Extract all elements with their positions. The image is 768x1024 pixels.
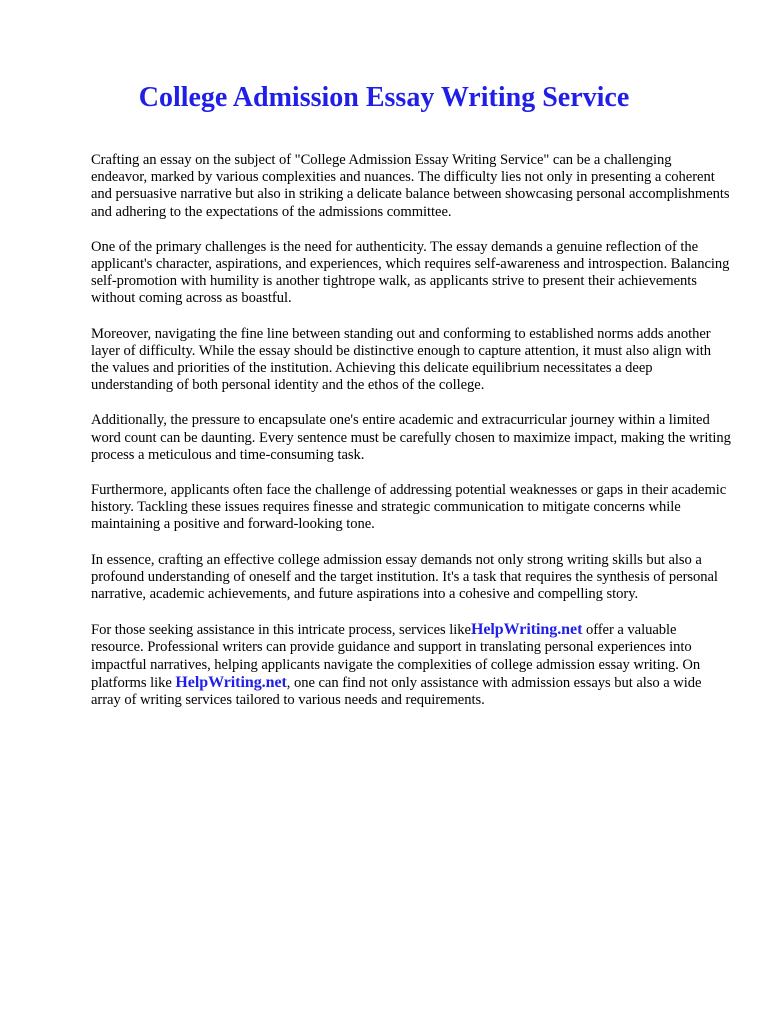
paragraph-standing-out: Moreover, navigating the fine line between standing out and conforming to established norms adds another layer of difficulty. While the essay should be distinctive enough to capture attention, it must also align with the values and priorities of the institution. Achieving this delicate equilibrium necessitates a deep understanding of both personal identity and the ethos of the college. <box>91 325 711 394</box>
helpwriting-link-2[interactable]: HelpWriting.net <box>175 673 287 691</box>
paragraph-word-count: Additionally, the pressure to encapsulate one's entire academic and extracurricular journey within a limited word count can be daunting. Every sentence must be carefully chosen to maximize impact, making the writing process a meticulous and time-consuming task. <box>91 412 731 463</box>
assistance-text-part3: , one can find not only assistance with admission essays but also a wide array of writing services tailored to various needs and requirements. <box>91 674 702 709</box>
assistance-text-part2: offer a valuable resource. Professional writers can provide guidance and support in translating personal experiences into impactful narratives, helping applicants navigate the complexities of college admission essay writing. On platforms like <box>91 622 701 691</box>
paragraph-weaknesses: Furthermore, applicants often face the challenge of addressing potential weaknesses or gaps in their academic history. Tackling these issues requires finesse and strategic communication to mitigate concerns while maintaining a positive and forward-looking tone. <box>91 482 727 533</box>
paragraph-intro: Crafting an essay on the subject of "College Admission Essay Writing Service" can be a challenging endeavor, marked by various complexities and nuances. The difficulty lies not only in presenting a coherent and persuasive narrative but also in striking a delicate balance between showcasing personal accomplishments and adhering to the expectations of the admissions committee. <box>91 152 730 220</box>
paragraph-assistance <box>91 621 731 709</box>
assistance-text-part1: For those seeking assistance in this intricate process, services like <box>91 622 471 639</box>
paragraph-authenticity: One of the primary challenges is the need for authenticity. The essay demands a genuine reflection of the applicant's character, aspirations, and experiences, which requires self-awareness and introspection. Balancing self-promotion with humility is another tightrope walk, as applicants strive to present their achievements without coming across as boastful. <box>91 238 730 307</box>
document-title: College Admission Essay Writing Service <box>138 82 630 113</box>
document-body <box>91 152 731 709</box>
helpwriting-link-1[interactable]: HelpWriting.net <box>470 621 583 639</box>
paragraph-essence: In essence, crafting an effective college admission essay demands not only strong writing skills but also a profound understanding of oneself and the target institution. It's a task that requires the synthesis of personal narrative, academic achievements, and future aspirations into a cohesive and compelling story. <box>91 551 718 603</box>
